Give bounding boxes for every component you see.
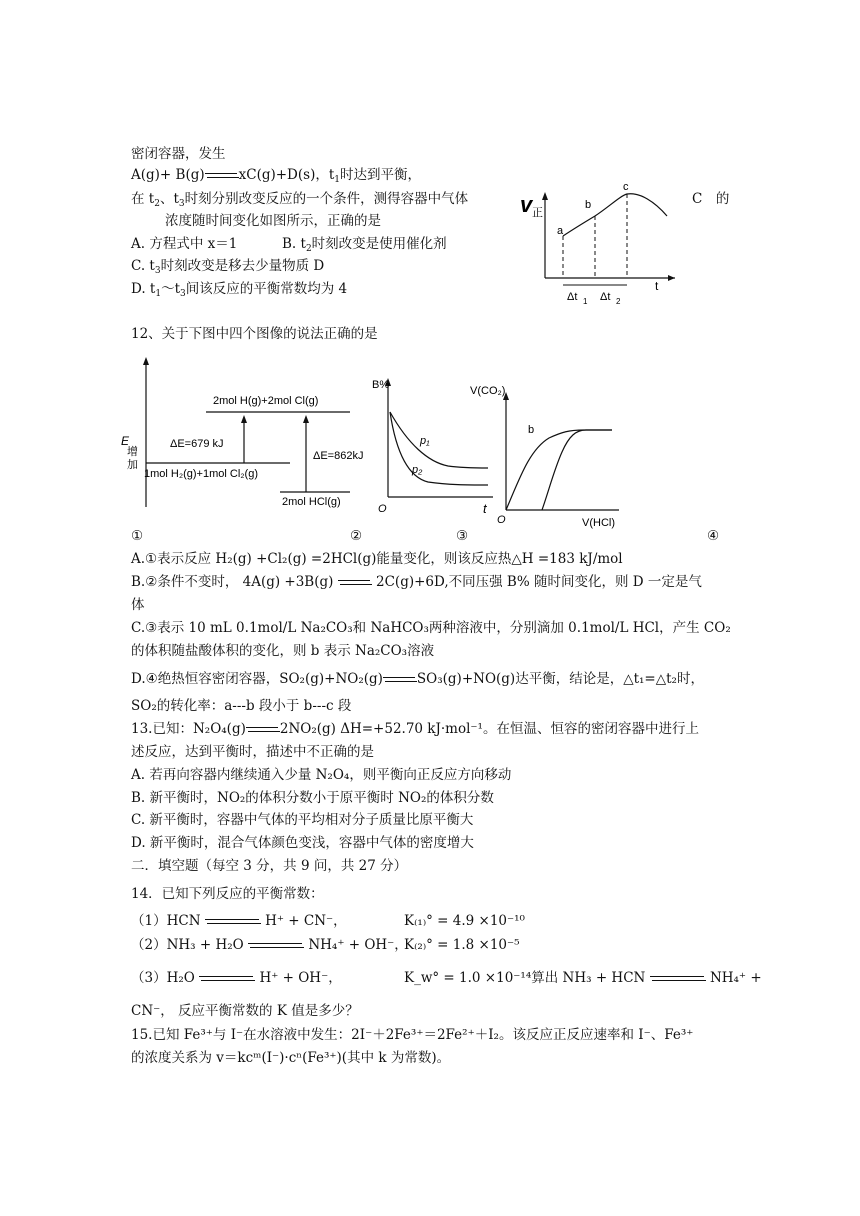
q12-option-b <box>131 573 702 591</box>
label-2: ② <box>350 528 363 544</box>
q14-k1: K₍₁₎° = 4.9 ×10⁻¹⁰ <box>404 913 525 929</box>
equilibrium-arrow-icon <box>246 725 280 735</box>
r2-left: （2）NH₃ + H₂O <box>131 937 244 953</box>
t-label: t <box>483 501 487 516</box>
q14-question: CN⁻， 反应平衡常数的 K 值是多少？ <box>131 1003 359 1019</box>
q11-intro: 密闭容器，发生 <box>131 146 226 162</box>
q11-line3-c: 时刻分别改变反应的一个条件，测得容器中气体 <box>184 191 469 207</box>
p2-curve <box>390 412 488 485</box>
origin-label: O <box>497 514 506 526</box>
q11-line3: 在 $t_2$、$t_3$时刻分别改变反应的一个条件，测得容器中气体 <box>131 191 469 209</box>
q12-option-a: A.①表示反应 H₂(g) +Cl₂(g) =2HCl(g)能量变化，则该反应热△H =183 kJ/mol <box>131 551 623 567</box>
v-label: v <box>520 192 533 217</box>
point-b-label: b <box>585 199 592 211</box>
dt2-label: Δt <box>600 291 611 303</box>
e-label: E <box>121 434 130 448</box>
q14-r3 <box>131 969 342 987</box>
x-label: V(HCl) <box>582 517 615 529</box>
level-mid-label: 1mol H₂(g)+1mol Cl₂(g) <box>144 468 258 480</box>
r3-left: （3）H₂O <box>131 970 195 986</box>
q13-option-d: D. 新平衡时，混合气体颜色变浅，容器中气体的密度增大 <box>131 835 474 851</box>
q13-stem <box>131 720 699 738</box>
q11-option-c: C. $t_3$时刻改变是移去少量物质 D <box>131 258 325 276</box>
q12-energy-diagram <box>118 355 368 515</box>
b-label: b <box>528 424 535 436</box>
q14-k2: K₍₂₎° = 1.8 ×10⁻⁵ <box>404 937 520 953</box>
q11-option-d: D. $t_1\sim t_3$间该反应的平衡常数均为 4 <box>131 281 348 299</box>
point-a-label: a <box>557 225 564 237</box>
q14-r1 <box>131 912 347 930</box>
q13-stem-a: 13.已知：N₂O₄(g) <box>131 721 246 737</box>
q15-line2: 的浓度关系为 v＝kcᵐ(I⁻)·cⁿ(Fe³⁺)(其中 k 为常数)。 <box>131 1050 451 1066</box>
equilibrium-arrow-icon <box>205 171 239 181</box>
q11-option-a: A. 方程式中 x＝1 <box>131 236 238 252</box>
q12-option-c: C.③表示 10 mL 0.1mol/L Na₂CO₃和 NaHCO₃两种溶液中，分别滴加 0.1mol/L HCl，产生 CO₂ <box>131 620 731 636</box>
y-label: B% <box>372 379 390 391</box>
dt1-sub: 1 <box>583 297 588 306</box>
q13-stem-cont: 述反应，达到平衡时，描述中不正确的是 <box>131 744 374 760</box>
reaction-left: A(g)+ B(g) <box>131 167 205 183</box>
t-axis-label: t <box>655 279 659 293</box>
r3-right: H⁺ + OH⁻， <box>259 970 342 986</box>
q12-optb-b: 2C(g)+6D,不同压强 B% 随时间变化，则 D 一定是气 <box>376 574 702 590</box>
level-bot-label: 2mol HCl(g) <box>282 496 341 508</box>
velocity-curve <box>563 194 667 236</box>
q15-line1: 15.已知 Fe³⁺与 I⁻在水溶液中发生：2I⁻＋2Fe³⁺＝2Fe²⁺＋I₂。该反应正反应速率和 I⁻、Fe³⁺ <box>131 1027 694 1043</box>
q11-optb-a: B. t <box>282 236 306 252</box>
r1-left: （1）HCN <box>131 913 201 929</box>
q11-line3-right: C 的 <box>692 191 730 207</box>
dt2-sub: 2 <box>616 297 621 306</box>
q11-optc-b: 时刻改变是移去少量物质 D <box>160 258 325 274</box>
r3-product: NH₄⁺ + <box>709 970 762 986</box>
p1-curve <box>390 412 488 468</box>
q14-k3 <box>404 969 762 987</box>
q12-co2-volume-graph <box>470 380 624 530</box>
q11-optd-a: D. t <box>131 281 156 297</box>
q12-option-b-cont: 体 <box>131 597 145 613</box>
reaction-right: xC(g)+D(s)，t <box>238 167 335 183</box>
equilibrium-arrow-icon <box>205 917 261 927</box>
curve-b <box>542 430 612 510</box>
zheng-label: 正 <box>532 207 543 219</box>
q13-option-a: A. 若再向容器内继续通入少量 N₂O₄，则平衡向正反应方向移动 <box>131 767 512 783</box>
de-679-label: ΔE=679 kJ <box>170 438 224 450</box>
q12-optd-a: D.④绝热恒容密闭容器，SO₂(g)+NO₂(g) <box>131 671 383 687</box>
y-axis-arrow-icon <box>542 192 548 200</box>
increase-label-2: 加 <box>127 459 138 471</box>
label-3: ③ <box>456 528 469 544</box>
q12-optb-a: B.②条件不变时， 4A(g) +3B(g) <box>131 574 334 590</box>
q11-optd-c: 间该反应的平衡常数均为 4 <box>185 281 348 297</box>
r1-right: H⁺ + CN⁻， <box>265 913 347 929</box>
energy-axis-arrow-icon <box>143 357 149 365</box>
label-4: ④ <box>707 528 720 544</box>
q14-stem: 14．已知下列反应的平衡常数： <box>131 886 324 902</box>
curve-a <box>506 430 612 510</box>
level-top-label: 2mol H(g)+2mol Cl(g) <box>213 395 319 407</box>
equilibrium-arrow-icon <box>338 578 372 588</box>
x-axis-arrow-icon <box>668 275 675 281</box>
dt1-label: Δt <box>567 291 578 303</box>
q11-line3-a: 在 t <box>131 191 155 207</box>
q14-r2 <box>131 936 408 954</box>
equilibrium-arrow-icon <box>199 974 255 984</box>
reaction-end: 时达到平衡， <box>340 167 421 183</box>
p1-label: p₁ <box>420 435 430 447</box>
q13-option-c: C. 新平衡时，容器中气体的平均相对分子质量比原平衡大 <box>131 812 474 828</box>
q12-option-d <box>131 670 704 688</box>
q13-option-b: B. 新平衡时，NO₂的体积分数小于原平衡时 NO₂的体积分数 <box>131 790 494 806</box>
k3-text: K_w° = 1.0 ×10⁻¹⁴算出 NH₃ + HCN <box>404 970 646 986</box>
q11-reaction: A(g)+ B(g) xC(g)+D(s)，$t_1$时达到平衡， <box>131 167 421 185</box>
arrow-679-head-icon <box>241 415 247 423</box>
q11-optd-b: ～t <box>161 281 181 297</box>
p2-label: p₂ <box>412 464 423 476</box>
q13-stem-b: 2NO₂(g) ΔH=+52.70 kJ·mol⁻¹。在恒温、恒容的密闭容器中进行上 <box>279 721 699 737</box>
q12-option-d-cont: SO₂的转化率：a---b 段小于 b---c 段 <box>131 698 352 714</box>
origin-label: O <box>378 503 387 515</box>
arrow-862-head-icon <box>303 415 309 423</box>
equilibrium-arrow-icon <box>383 675 417 685</box>
q11-optc-a: C. t <box>131 258 155 274</box>
equilibrium-arrow-icon <box>248 941 304 951</box>
point-c-label: c <box>623 181 629 193</box>
r2-right: NH₄⁺ + OH⁻， <box>308 937 408 953</box>
section-2-heading: 二．填空题（每空 3 分，共 9 问，共 27 分） <box>131 858 408 874</box>
q11-optb-b: 时刻改变是使用催化剂 <box>311 236 447 252</box>
increase-label-1: 增 <box>127 446 138 458</box>
label-1: ① <box>131 528 144 544</box>
q11-velocity-graph <box>515 178 685 308</box>
q11-line3-b: 、t <box>159 191 179 207</box>
equilibrium-arrow-icon <box>650 974 706 984</box>
y-label: V(CO₂) <box>470 385 506 397</box>
de-862-label: ΔE=862kJ <box>313 450 364 462</box>
q12-stem: 12、关于下图中四个图像的说法正确的是 <box>131 326 378 342</box>
q11-option-b: B. $t_2$时刻改变是使用催化剂 <box>282 236 447 254</box>
q12-optd-b: SO₃(g)+NO(g)达平衡，结论是，△t₁=△t₂时， <box>416 671 704 687</box>
q11-line4: 浓度随时间变化如图所示，正确的是 <box>165 213 381 229</box>
q12-option-c-cont: 的体积随盐酸体积的变化，则 b 表示 Na₂CO₃溶液 <box>131 643 435 659</box>
